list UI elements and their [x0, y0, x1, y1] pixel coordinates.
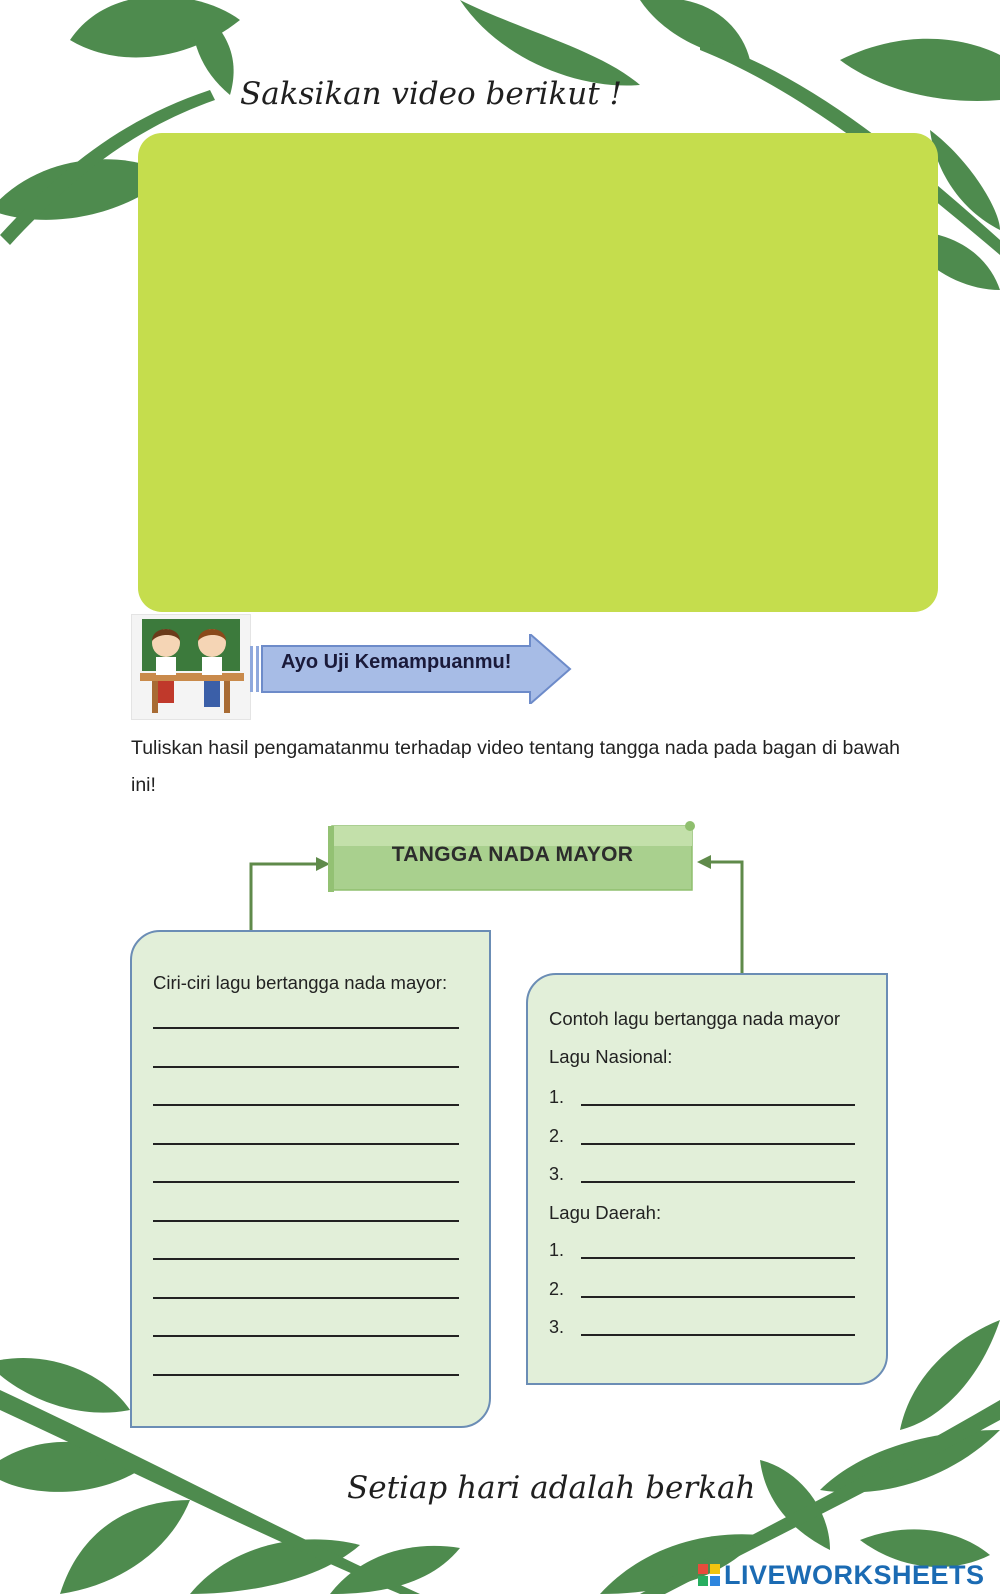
answer-line[interactable] [581, 1257, 855, 1259]
characteristics-label: Ciri-ciri lagu bertangga nada mayor: [153, 972, 448, 993]
answer-line[interactable] [581, 1296, 855, 1298]
liveworksheets-logo [698, 1560, 985, 1590]
characteristics-box [130, 930, 491, 1428]
item-number: 2. [549, 1279, 565, 1299]
answer-line[interactable] [153, 1143, 459, 1145]
banner-label: Ayo Uji Kemampuanmu! [281, 651, 512, 673]
answer-line[interactable] [581, 1104, 855, 1106]
instruction-text: Tuliskan hasil pengamatanmu terhadap video tentang tangga nada pada bagan di bawah ini! [131, 737, 901, 796]
lagu-nasional-label: Lagu Nasional: [549, 1046, 673, 1067]
lagu-daerah-label: Lagu Daerah: [549, 1202, 662, 1223]
answer-line[interactable] [153, 1066, 459, 1068]
footer-motto: Setiap hari adalah berkah [347, 1470, 756, 1506]
page-title: Saksikan video berikut ! [240, 76, 622, 112]
answer-line[interactable] [581, 1143, 855, 1145]
answer-line[interactable] [153, 1104, 459, 1106]
answer-line[interactable] [153, 1220, 459, 1222]
answer-line[interactable] [153, 1181, 459, 1183]
examples-label: Contoh lagu bertangga nada mayor [549, 1008, 841, 1029]
item-number: 1. [549, 1087, 565, 1107]
examples-box [526, 973, 888, 1385]
answer-line[interactable] [153, 1297, 459, 1299]
item-number: 1. [549, 1240, 565, 1260]
item-number: 3. [549, 1164, 565, 1184]
answer-line[interactable] [153, 1374, 459, 1376]
answer-line[interactable] [581, 1181, 855, 1183]
item-number: 3. [549, 1317, 565, 1337]
answer-line[interactable] [153, 1027, 459, 1029]
item-number: 2. [549, 1126, 565, 1146]
answer-line[interactable] [581, 1334, 855, 1336]
logo-text: LIVEWORKSHEETS [724, 1559, 985, 1590]
answer-line[interactable] [153, 1258, 459, 1260]
logo-blocks-icon [698, 1564, 720, 1586]
answer-line[interactable] [153, 1335, 459, 1337]
diagram-title: TANGGA NADA MAYOR [391, 843, 634, 866]
